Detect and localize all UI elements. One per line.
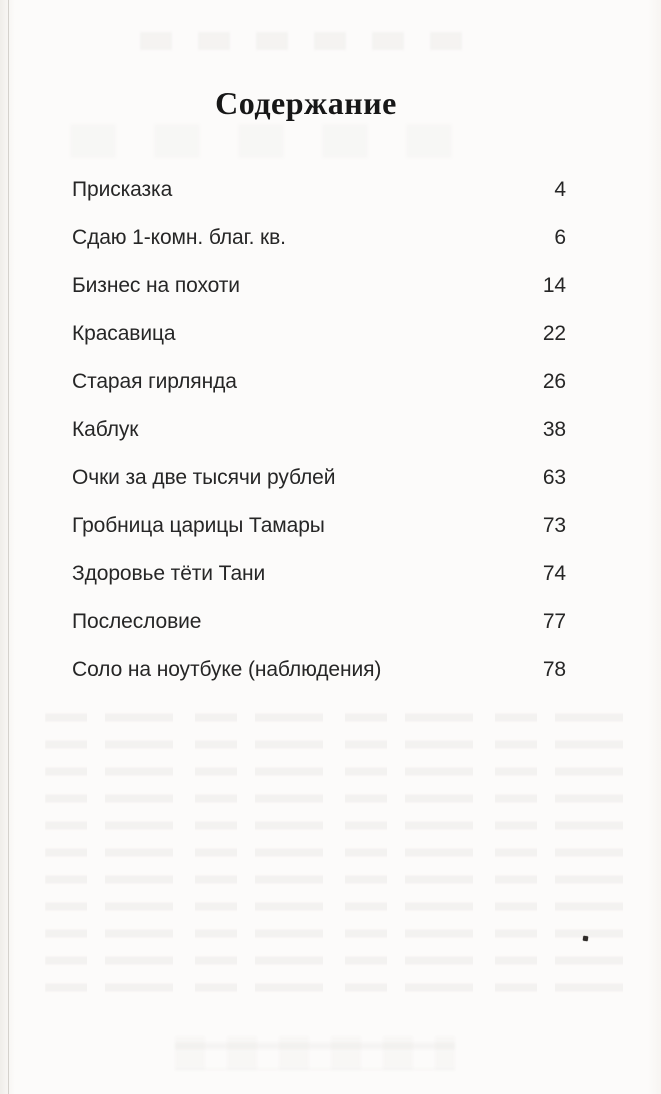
toc-entry bbox=[72, 502, 566, 550]
toc-entry bbox=[72, 550, 566, 598]
toc-entry-title: Здоровье тёти Тани bbox=[72, 562, 266, 585]
toc-entry bbox=[72, 646, 566, 694]
toc-entry-title: Красавица bbox=[72, 322, 176, 345]
bleedthrough-texture-mid bbox=[70, 124, 470, 158]
toc-entry bbox=[72, 406, 566, 454]
bleedthrough-texture-top bbox=[140, 32, 470, 50]
toc-entry-title: Гробница царицы Тамары bbox=[72, 514, 325, 537]
toc-entry-title: Присказка bbox=[72, 178, 173, 201]
toc-entry-title: Каблук bbox=[72, 418, 139, 441]
toc-entry bbox=[72, 214, 566, 262]
toc-entry-title: Сдаю 1-комн. благ. кв. bbox=[72, 226, 286, 249]
toc-entry-page: 74 bbox=[542, 562, 566, 585]
toc-entry bbox=[72, 454, 566, 502]
toc-entry-page: 6 bbox=[554, 226, 566, 249]
toc-entry-title: Старая гирлянда bbox=[72, 370, 237, 393]
toc-entry-title: Соло на ноутбуке (наблюдения) bbox=[72, 658, 382, 681]
toc-entry-page: 38 bbox=[542, 418, 566, 441]
toc-entry-title: Послесловие bbox=[72, 610, 202, 633]
contents-title: Содержание bbox=[215, 85, 397, 122]
toc-entry-page: 26 bbox=[542, 370, 566, 393]
toc-entry bbox=[72, 262, 566, 310]
toc-entry-page: 77 bbox=[542, 610, 566, 633]
page-edge-line bbox=[8, 0, 9, 1094]
toc-entry-page: 73 bbox=[542, 514, 566, 537]
toc-entry bbox=[72, 166, 566, 214]
toc-entry-page: 78 bbox=[542, 658, 566, 681]
toc-entry-page: 22 bbox=[542, 322, 566, 345]
bleedthrough-texture-bottom bbox=[175, 1036, 455, 1070]
ink-speck bbox=[583, 936, 589, 942]
toc-list bbox=[72, 166, 566, 694]
toc-entry-page: 63 bbox=[542, 466, 566, 489]
toc-entry bbox=[72, 310, 566, 358]
toc-entry-page: 4 bbox=[554, 178, 566, 201]
toc-entry bbox=[72, 358, 566, 406]
bleedthrough-texture-main bbox=[45, 696, 625, 996]
toc-entry-page: 14 bbox=[542, 274, 566, 297]
toc-entry bbox=[72, 598, 566, 646]
toc-entry-title: Бизнес на похоти bbox=[72, 274, 240, 297]
toc-entry-title: Очки за две тысячи рублей bbox=[72, 466, 336, 489]
